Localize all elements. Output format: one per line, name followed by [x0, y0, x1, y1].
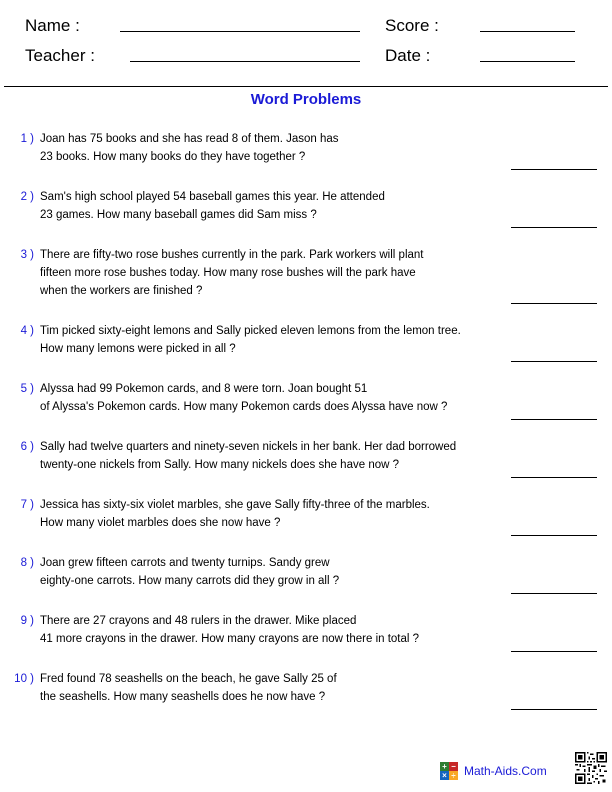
problem-text-line: How many lemons were picked in all ? [40, 343, 236, 355]
score-field-line[interactable] [480, 31, 575, 32]
problem-text-line: How many violet marbles does she now have ? [40, 517, 281, 529]
logo-cell: − [449, 762, 458, 771]
logo-cell: × [440, 771, 449, 780]
problem-number: 1 ) [20, 133, 34, 145]
problem-number: 6 ) [20, 441, 34, 453]
problem-text-line: Sally had twelve quarters and ninety-seven nickels in her bank. Her dad borrowed [40, 441, 457, 453]
problem-text-line: Joan has 75 books and she has read 8 of them. Jason has [40, 133, 339, 145]
date-field-line[interactable] [480, 61, 575, 62]
problem-number: 10 ) [14, 673, 34, 685]
problem-text-line: 23 games. How many baseball games did Sam miss ? [40, 209, 317, 221]
answer-line[interactable] [511, 227, 597, 228]
problem-number: 3 ) [20, 249, 34, 261]
header-divider [4, 86, 608, 87]
problem-number: 8 ) [20, 557, 34, 569]
problem-text-line: Joan grew fifteen carrots and twenty turnips. Sandy grew [40, 557, 330, 569]
problem-text-line: 23 books. How many books do they have together ? [40, 151, 306, 163]
score-label: Score : [385, 16, 439, 35]
logo-cell: ÷ [449, 771, 458, 780]
problem-text-line: the seashells. How many seashells does he now have ? [40, 691, 326, 703]
footer-brand-text: Math-Aids.Com [464, 764, 547, 778]
answer-line[interactable] [511, 477, 597, 478]
problem-text-line: Sam's high school played 54 baseball games this year. He attended [40, 191, 385, 203]
math-aids-logo-icon [440, 762, 458, 780]
answer-line[interactable] [511, 361, 597, 362]
problem-number: 9 ) [20, 615, 34, 627]
answer-line[interactable] [511, 303, 597, 304]
date-label: Date : [385, 46, 431, 65]
answer-line[interactable] [511, 593, 597, 594]
problem-text-line: There are 27 crayons and 48 rulers in the drawer. Mike placed [40, 615, 357, 627]
problem-text-line: of Alyssa's Pokemon cards. How many Pokemon cards does Alyssa have now ? [40, 401, 448, 413]
problem-text-line: Fred found 78 seashells on the beach, he gave Sally 25 of [40, 673, 337, 685]
problem-number: 5 ) [20, 383, 34, 395]
problem-text-line: when the workers are finished ? [40, 285, 203, 297]
answer-line[interactable] [511, 709, 597, 710]
qr-code-icon [575, 752, 607, 784]
problem-text-line: Alyssa had 99 Pokemon cards, and 8 were torn. Joan bought 51 [40, 383, 368, 395]
problem-text-line: 41 more crayons in the drawer. How many crayons are now there in total ? [40, 633, 420, 645]
problem-text-line: Jessica has sixty-six violet marbles, she gave Sally fifty-three of the marbles. [40, 499, 430, 511]
problem-text-line: fifteen more rose bushes today. How many rose bushes will the park have [40, 267, 416, 279]
answer-line[interactable] [511, 419, 597, 420]
problem-text-line: eighty-one carrots. How many carrots did they grow in all ? [40, 575, 340, 587]
problem-text-line: twenty-one nickels from Sally. How many nickels does she have now ? [40, 459, 400, 471]
name-label: Name : [25, 16, 80, 35]
name-field-line[interactable] [120, 31, 360, 32]
footer-brand [440, 762, 547, 780]
logo-cell: + [440, 762, 449, 771]
worksheet-title: Word Problems [250, 91, 362, 108]
teacher-field-line[interactable] [130, 61, 360, 62]
problem-number: 2 ) [20, 191, 34, 203]
problem-text-line: Tim picked sixty-eight lemons and Sally picked eleven lemons from the lemon tree. [40, 325, 461, 337]
problem-number: 7 ) [20, 499, 34, 511]
problem-text-line: There are fifty-two rose bushes currently in the park. Park workers will plant [40, 249, 424, 261]
problem-number: 4 ) [20, 325, 34, 337]
answer-line[interactable] [511, 651, 597, 652]
teacher-label: Teacher : [25, 46, 95, 65]
answer-line[interactable] [511, 535, 597, 536]
answer-line[interactable] [511, 169, 597, 170]
